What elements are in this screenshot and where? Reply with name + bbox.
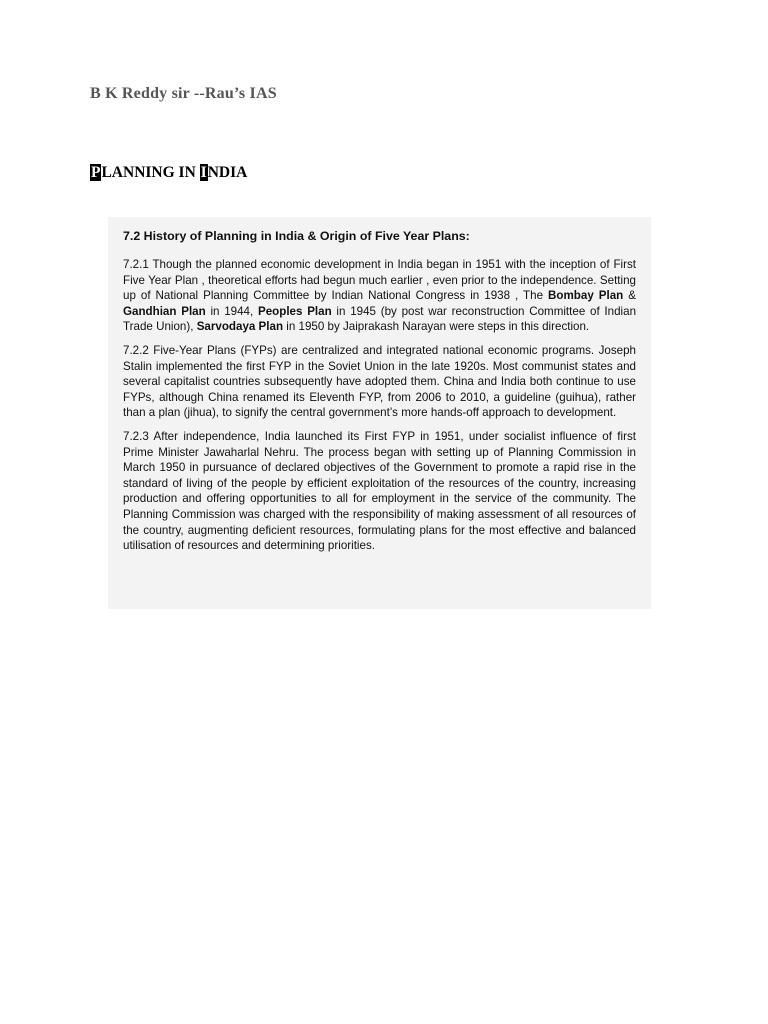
- bold-term-sarvodaya-plan: Sarvodaya Plan: [196, 320, 284, 334]
- section-heading: 7.2 History of Planning in India & Origin of Five Year Plans:: [123, 229, 470, 243]
- paragraph-7-2-3: 7.2.3 After independence, India launched its First FYP in 1951, under socialist influence of first Prime Minister Jawaharlal Nehru. The process began with setting up of Planning Commission in March 1950 in pursuance of declared objectives of the Government to promote a rapid rise in the standard of living of the people by efficient exploitation of the resources of the country, increasing production and offering opportunities to all for employment in the service of the community. The Planning Commission was charged with the responsibility of making assessment of all resources of the country, augmenting deficient resources, formulating plans for the most effective and balanced utilisation of resources and determining priorities.: [123, 429, 636, 553]
- paragraph-7-2-2: 7.2.2 Five-Year Plans (FYPs) are centralized and integrated national economic programs. Joseph Stalin implemented the first FYP in the Soviet Union in the late 1920s. Most communist states and several capitalist countries subsequently have adopted them. China and India both continue to use FYPs, although China renamed its Eleventh FYP, from 2006 to 2010, a guideline (guihua), rather than a plan (jihua), to signify the central government’s more hands-off approach to development.: [123, 343, 636, 420]
- bold-term-bombay-plan: Bombay Plan: [548, 289, 624, 303]
- paragraph-text: in 1950 by Jaiprakash Narayan were steps in this direction.: [283, 320, 590, 334]
- paragraph-text: in 1945 (by post war reconstruction Committee of Indian Trade Union),: [123, 304, 637, 334]
- author-header: B K Reddy sir --Rau’s IAS: [90, 85, 277, 102]
- title-text-part1: LANNING IN: [101, 164, 200, 181]
- paragraph-text: &: [623, 289, 636, 303]
- paragraph-7-2-1: [123, 257, 636, 335]
- paragraph-text: 7.2.1 Though the planned economic development in India began in 1951 with the inception of First Five Year Plan , theoretical efforts had begun much earlier , even prior to the independence. Setting up of National Planning Committee by Indian National Congress in 1938 , The: [123, 258, 636, 303]
- bold-term-peoples-plan: Peoples Plan: [257, 304, 332, 318]
- scanned-text-excerpt: [108, 217, 651, 609]
- title-highlighted-letter-i: I: [200, 164, 207, 181]
- bold-term-gandhian-plan: Gandhian Plan: [123, 304, 206, 318]
- title-highlighted-letter-p: P: [91, 164, 101, 181]
- title-text-part2: NDIA: [207, 164, 248, 181]
- page-title: [90, 164, 247, 182]
- paragraph-text: in 1944,: [205, 304, 258, 318]
